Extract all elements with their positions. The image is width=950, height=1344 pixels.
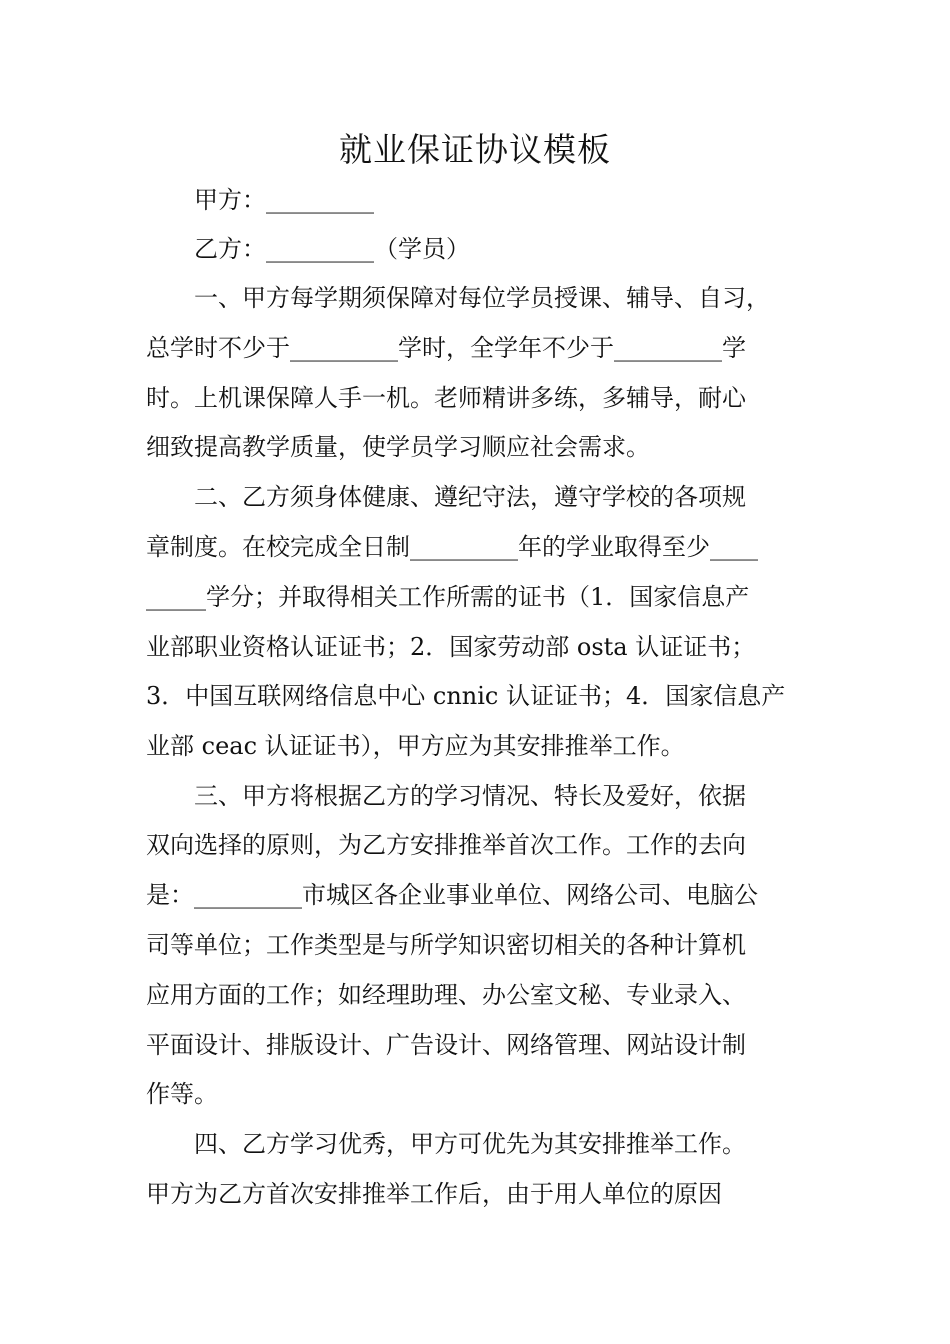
- clause-3-line-3: 是：_________市城区各企业事业单位、网络公司、电脑公: [146, 881, 758, 909]
- party-a-line: 甲方：_________: [146, 186, 374, 214]
- clause-4-line-2: 甲方为乙方首次安排推举工作后，由于用人单位的原因: [146, 1180, 722, 1208]
- clause-3-line-1: 三、甲方将根据乙方的学习情况、特长及爱好，依据: [146, 782, 746, 810]
- clause-4-line-1: 四、乙方学习优秀，甲方可优先为其安排推举工作。: [146, 1130, 746, 1158]
- document-title: 就业保证协议模板: [339, 130, 611, 169]
- clause-2-line-5: 3．中国互联网络信息中心 cnnic 认证证书；4．国家信息产: [146, 682, 786, 710]
- clause-2-line-2: 章制度。在校完成全日制_________年的学业取得至少____: [146, 533, 758, 561]
- clause-1-line-3: 时。上机课保障人手一机。老师精讲多练，多辅导，耐心: [146, 384, 746, 412]
- clause-2-line-1: 二、乙方须身体健康、遵纪守法，遵守学校的各项规: [146, 483, 746, 511]
- clause-2-line-3: _____学分；并取得相关工作所需的证书（1．国家信息产: [146, 583, 750, 611]
- clause-1-line-1: 一、甲方每学期须保障对每位学员授课、辅导、自习，: [146, 284, 770, 312]
- clause-2-line-4: 业部职业资格认证证书；2．国家劳动部 osta 认证证书；: [146, 633, 756, 661]
- party-b-line: 乙方：_________（学员）: [146, 235, 470, 263]
- clause-3-line-5: 应用方面的工作；如经理助理、办公室文秘、专业录入、: [146, 981, 746, 1009]
- clause-1-line-4: 细致提高教学质量，使学员学习顺应社会需求。: [146, 433, 650, 461]
- clause-3-line-2: 双向选择的原则，为乙方安排推举首次工作。工作的去向: [146, 831, 746, 859]
- clause-3-line-6: 平面设计、排版设计、广告设计、网络管理、网站设计制: [146, 1031, 746, 1059]
- clause-3-line-7: 作等。: [146, 1080, 218, 1108]
- clause-1-line-2: 总学时不少于_________学时，全学年不少于_________学: [146, 334, 746, 362]
- clause-3-line-4: 司等单位；工作类型是与所学知识密切相关的各种计算机: [146, 931, 746, 959]
- clause-2-line-6: 业部 ceac 认证证书），甲方应为其安排推举工作。: [146, 732, 685, 760]
